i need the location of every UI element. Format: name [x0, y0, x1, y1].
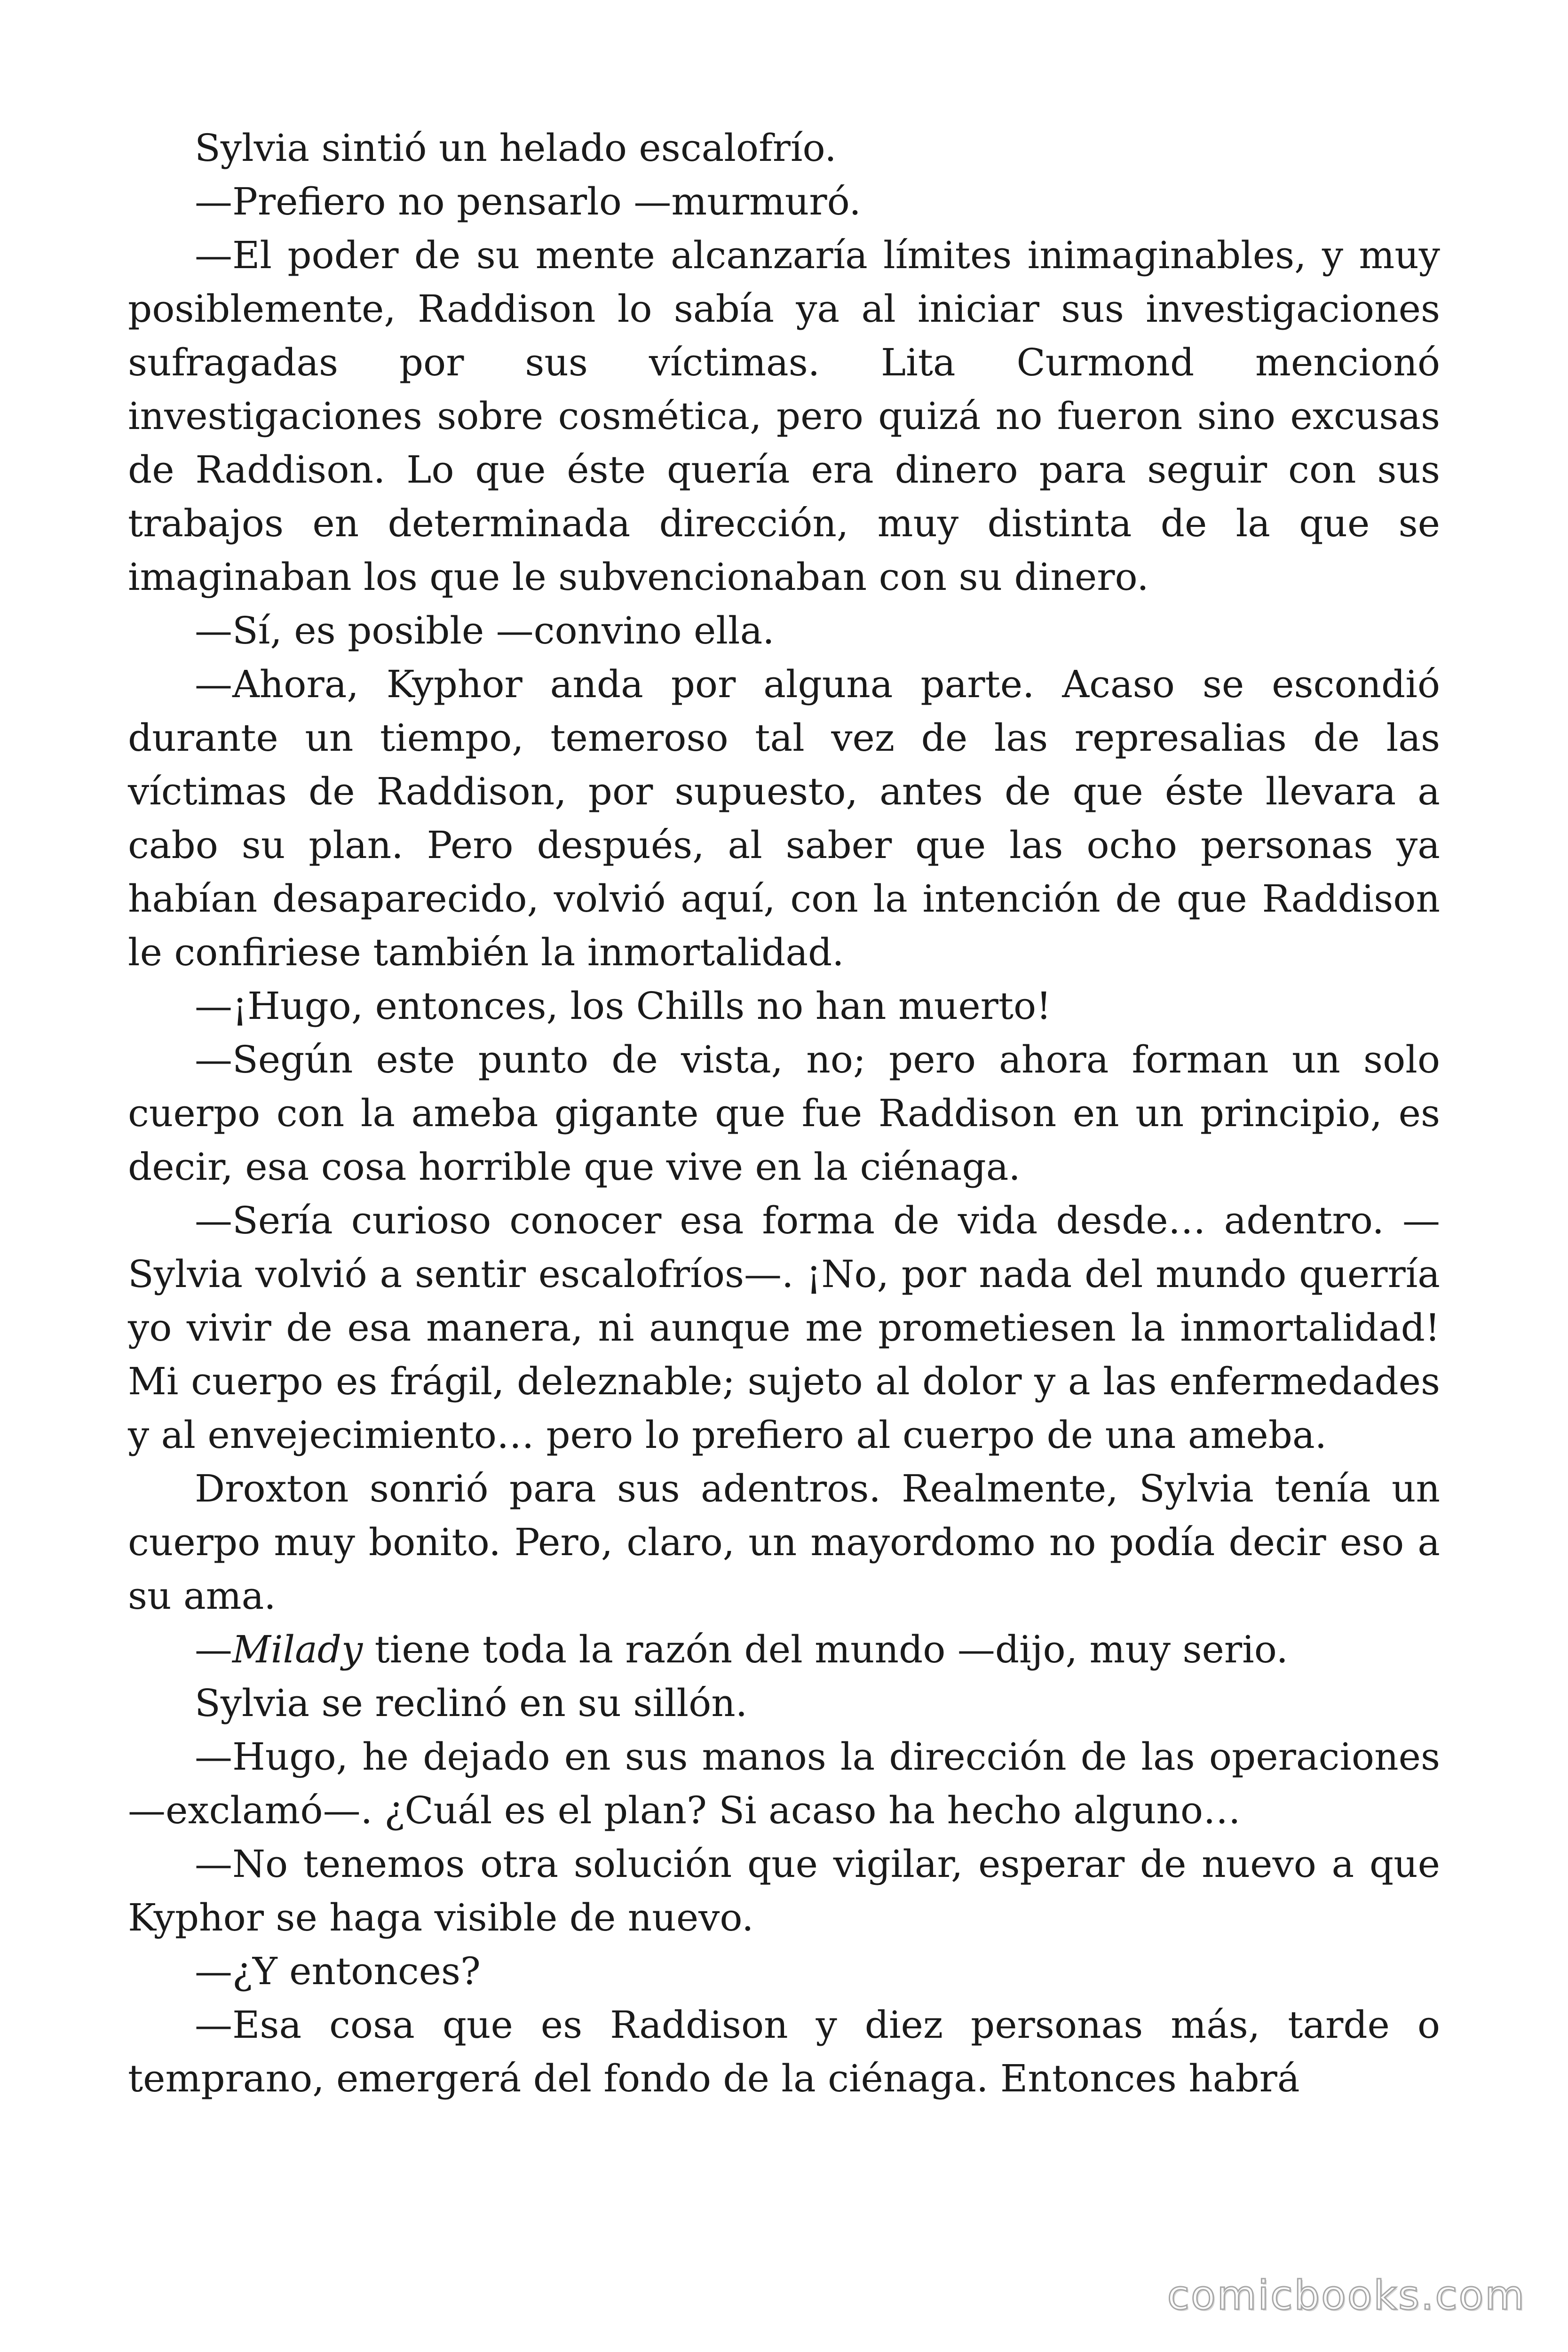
- paragraph: —Esa cosa que es Raddison y diez personas más, tarde o temprano, emergerá del fondo de la ciénaga. Entonces habrá: [128, 2003, 1440, 2100]
- paragraph: —¿Y entonces?: [195, 1949, 481, 1993]
- paragraph: —¡Hugo, entonces, los Chills no han muerto!: [195, 984, 1052, 1028]
- book-page-text: [128, 121, 1440, 2106]
- paragraph: Sylvia sintió un helado escalofrío.: [195, 126, 837, 170]
- paragraph: —No tenemos otra solución que vigilar, esperar de nuevo a que Kyphor se haga visible de nuevo.: [128, 1842, 1440, 1939]
- dialogue-dash: —: [195, 1628, 232, 1671]
- italic-word: Milady: [232, 1628, 363, 1671]
- paragraph: —Sería curioso conocer esa forma de vida desde… adentro. —Sylvia volvió a sentir escalofríos—. ¡No, por nada del mundo querría yo vivir de esa manera, ni aunque me prometiesen la inmortalidad! Mi cuerpo es frágil, deleznable; sujeto al dolor y a las enfermedades y al envejecimiento… pero lo prefiero al cuerpo de una ameba.: [128, 1199, 1440, 1457]
- paragraph: —Según este punto de vista, no; pero ahora forman un solo cuerpo con la ameba gigante que fue Raddison en un principio, es decir, esa cosa horrible que vive en la ciénaga.: [128, 1038, 1440, 1189]
- watermark: comicbooks.com: [1167, 2272, 1526, 2319]
- paragraph: —Hugo, he dejado en sus manos la dirección de las operaciones —exclamó—. ¿Cuál es el plan? Si acaso ha hecho alguno…: [128, 1735, 1440, 1832]
- paragraph: —Ahora, Kyphor anda por alguna parte. Acaso se escondió durante un tiempo, temeroso tal vez de las represalias de las víctimas de Raddison, por supuesto, antes de que éste llevara a cabo su plan. Pero después, al saber que las ocho personas ya habían desaparecido, volvió aquí, con la intención de que Raddison le confiriese también la inmortalidad.: [128, 662, 1440, 974]
- paragraph: Sylvia se reclinó en su sillón.: [195, 1681, 748, 1725]
- paragraph: —Sí, es posible —convino ella.: [195, 609, 775, 652]
- paragraph: Droxton sonrió para sus adentros. Realmente, Sylvia tenía un cuerpo muy bonito. Pero, claro, un mayordomo no podía decir eso a su ama.: [128, 1467, 1440, 1618]
- paragraph-rest: tiene toda la razón del mundo —dijo, muy serio.: [363, 1628, 1288, 1671]
- paragraph: —Prefiero no pensarlo —murmuró.: [195, 180, 861, 223]
- paragraph: [128, 1623, 1440, 1677]
- paragraph: —El poder de su mente alcanzaría límites inimaginables, y muy posiblemente, Raddison lo sabía ya al iniciar sus investigaciones sufragadas por sus víctimas. Lita Curmond mencionó investigaciones sobre cosmética, pero quizá no fueron sino excusas de Raddison. Lo que éste quería era dinero para seguir con sus trabajos en determinada dirección, muy distinta de la que se imaginaban los que le subvencionaban con su dinero.: [128, 233, 1440, 599]
